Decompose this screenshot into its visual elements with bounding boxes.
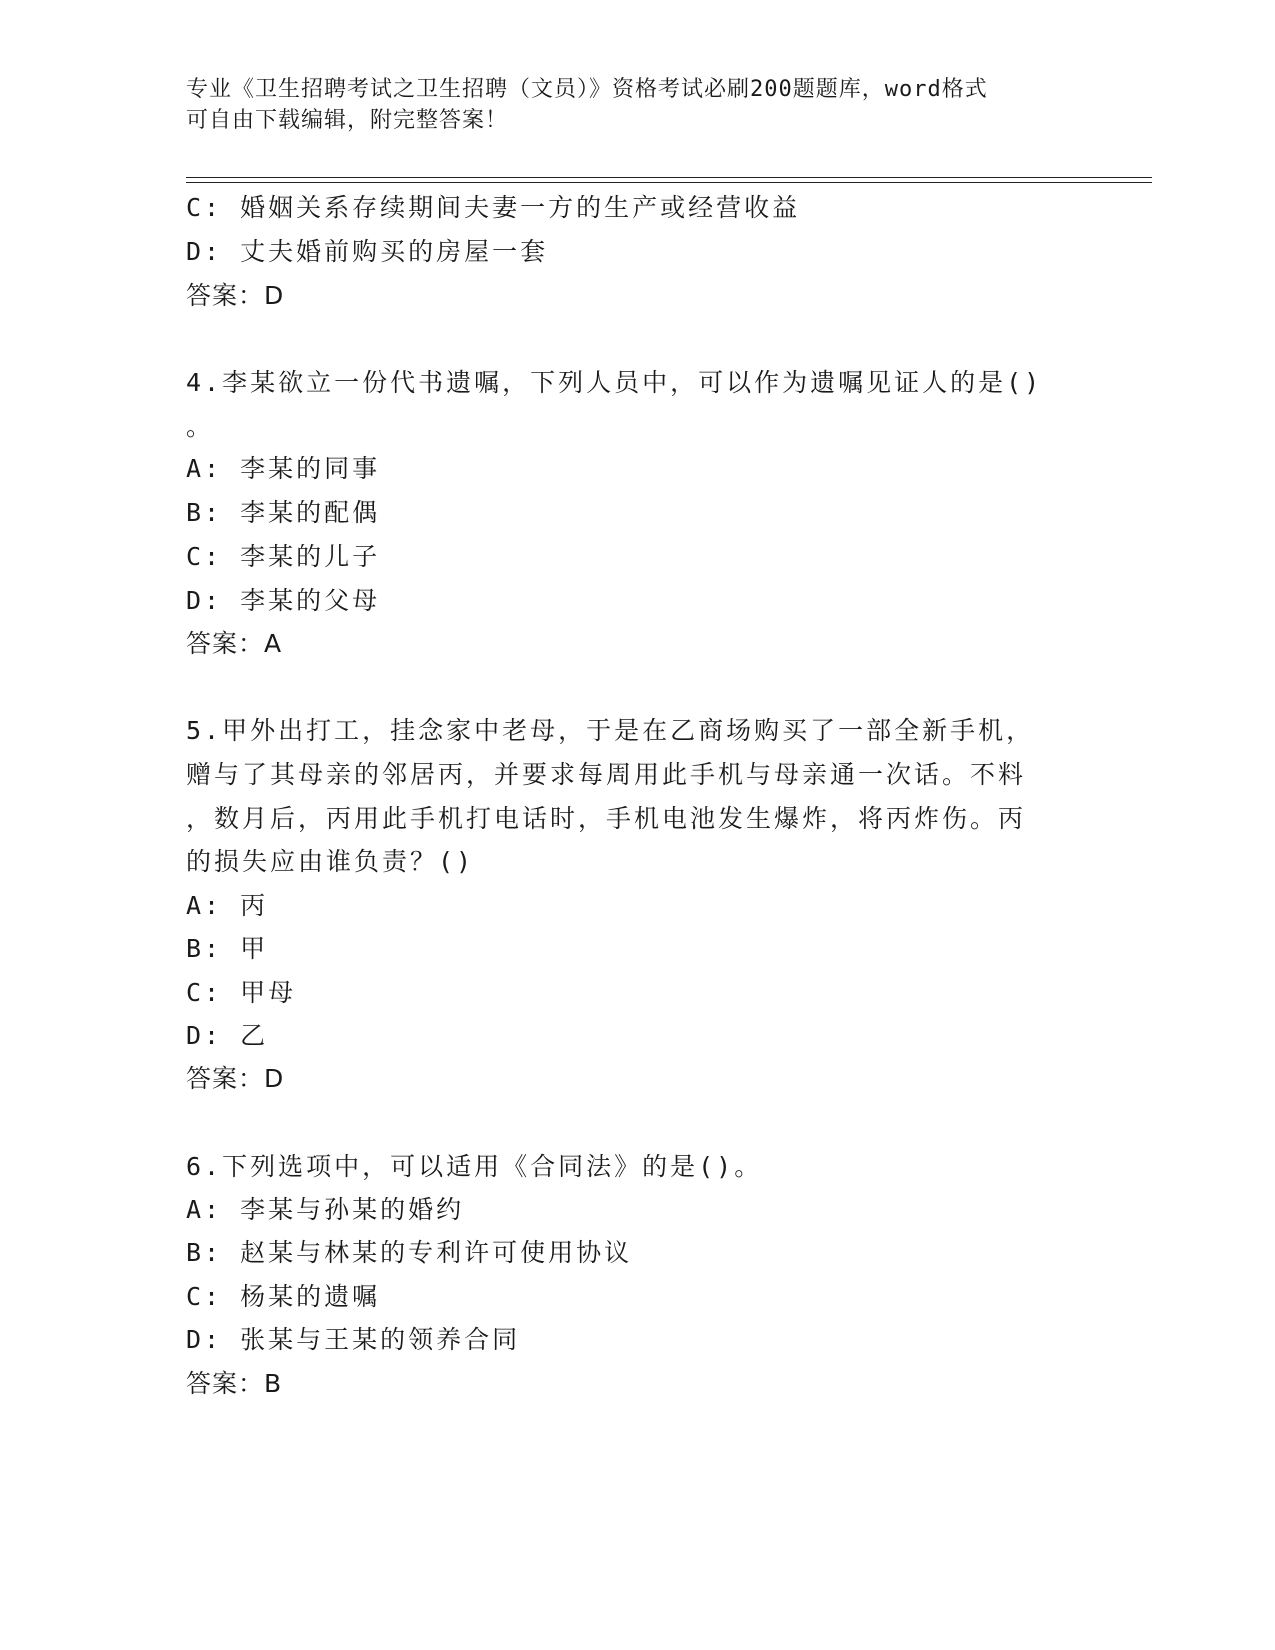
q4-option-d: D: 李某的父母 (186, 586, 381, 615)
q4-stem-line-1: 4.李某欲立一份代书遗嘱，下列人员中，可以作为遗嘱见证人的是() (186, 368, 1043, 397)
q5-option-a: A: 丙 (186, 891, 269, 920)
q6-answer: 答案：B (186, 1369, 283, 1398)
document-header (186, 74, 1086, 136)
q6-option-d: D: 张某与王某的领养合同 (186, 1325, 521, 1354)
q4-stem-line-2: 。 (186, 412, 215, 441)
q5-option-b: B: 甲 (186, 934, 269, 963)
q3-answer: 答案：D (186, 281, 285, 310)
q4-option-b: B: 李某的配偶 (186, 498, 381, 527)
q5-stem-line-2: 赠与了其母亲的邻居丙，并要求每周用此手机与母亲通一次话。不料 (186, 760, 1027, 789)
q6-option-b: B: 赵某与林某的专利许可使用协议 (186, 1238, 633, 1267)
q5-answer: 答案：D (186, 1064, 285, 1093)
q5-stem-line-3: ，数月后，丙用此手机打电话时，手机电池发生爆炸，将丙炸伤。丙 (186, 804, 1027, 833)
q5-option-d: D: 乙 (186, 1021, 269, 1050)
header-divider-top (186, 177, 1152, 178)
q3-option-d: D: 丈夫婚前购买的房屋一套 (186, 237, 549, 266)
q4-option-c: C: 李某的儿子 (186, 542, 381, 571)
q5-stem-line-1: 5.甲外出打工，挂念家中老母，于是在乙商场购买了一部全新手机， (186, 716, 1035, 745)
q4-answer: 答案：A (186, 629, 283, 658)
q5-stem-line-4: 的损失应由谁负责？() (186, 847, 475, 876)
q6-option-a: A: 李某与孙某的婚约 (186, 1195, 465, 1224)
q6-option-c: C: 杨某的遗嘱 (186, 1282, 381, 1311)
q6-stem-line-1: 6.下列选项中，可以适用《合同法》的是()。 (186, 1152, 763, 1181)
q3-option-c: C: 婚姻关系存续期间夫妻一方的生产或经营收益 (186, 193, 801, 222)
header-line-1: 专业《卫生招聘考试之卫生招聘（文员）》资格考试必刷200题题库，word格式 (186, 77, 988, 102)
header-divider-bottom (186, 182, 1152, 183)
q4-option-a: A: 李某的同事 (186, 454, 381, 483)
header-line-2: 可自由下载编辑，附完整答案！ (186, 108, 509, 133)
q5-option-c: C: 甲母 (186, 978, 297, 1007)
